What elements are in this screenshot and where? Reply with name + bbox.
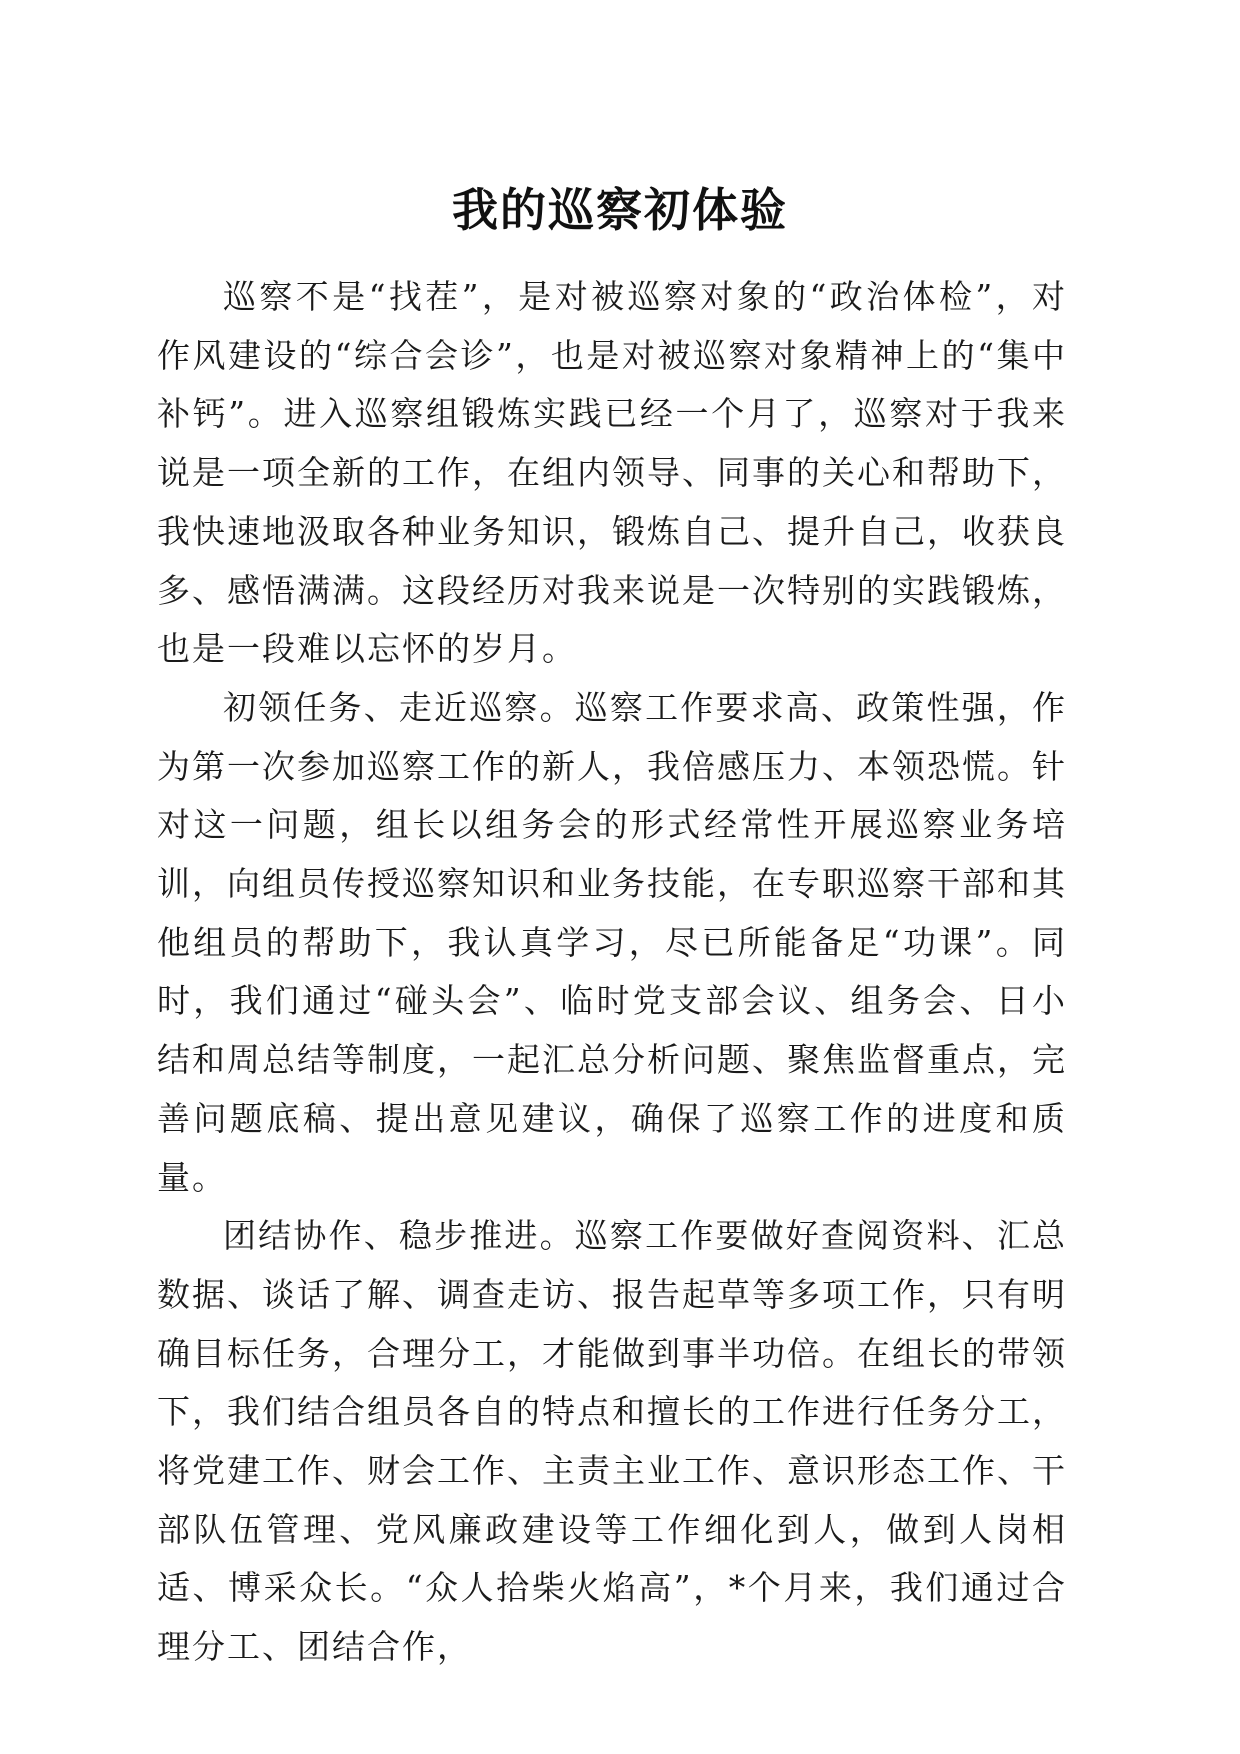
paragraph-first-task: 初领任务、走近巡察。巡察工作要求高、政策性强，作为第一次参加巡察工作的新人，我倍感压力、本领恐慌。针对这一问题，组长以组务会的形式经常性开展巡察业务培训，向组员传授巡察知识和业务技能，在专职巡察干部和其他组员的帮助下，我认真学习，尽已所能备足“功课”。同时，我们通过“碰头会”、临时党支部会议、组务会、日小结和周总结等制度，一起汇总分析问题、聚焦监督重点，完善问题底稿、提出意见建议，确保了巡察工作的进度和质量。 bbox=[157, 687, 1067, 1197]
paragraph-teamwork: 团结协作、稳步推进。巡察工作要做好查阅资料、汇总数据、谈话了解、调查走访、报告起草等多项工作，只有明确目标任务，合理分工，才能做到事半功倍。在组长的带领下，我们结合组员各自的特点和擅长的工作进行任务分工，将党建工作、财会工作、主责主业工作、意识形态工作、干部队伍管理、党风廉政建设等工作细化到人，做到人岗相适、博采众长。“众人拾柴火焰高”，*个月来，我们通过合理分工、团结合作， bbox=[157, 1216, 1067, 1667]
document-body bbox=[157, 268, 1067, 1677]
document-title: 我的巡察初体验 bbox=[452, 183, 788, 237]
paragraph-intro: 巡察不是“找茬”，是对被巡察对象的“政治体检”，对作风建设的“综合会诊”，也是对被巡察对象精神上的“集中补钙”。进入巡察组锻炼实践已经一个月了，巡察对于我来说是一项全新的工作，在组内领导、同事的关心和帮助下，我快速地汲取各种业务知识，锻炼自己、提升自己，收获良多、感悟满满。这段经历对我来说是一次特别的实践锻炼，也是一段难以忘怀的岁月。 bbox=[157, 277, 1067, 669]
